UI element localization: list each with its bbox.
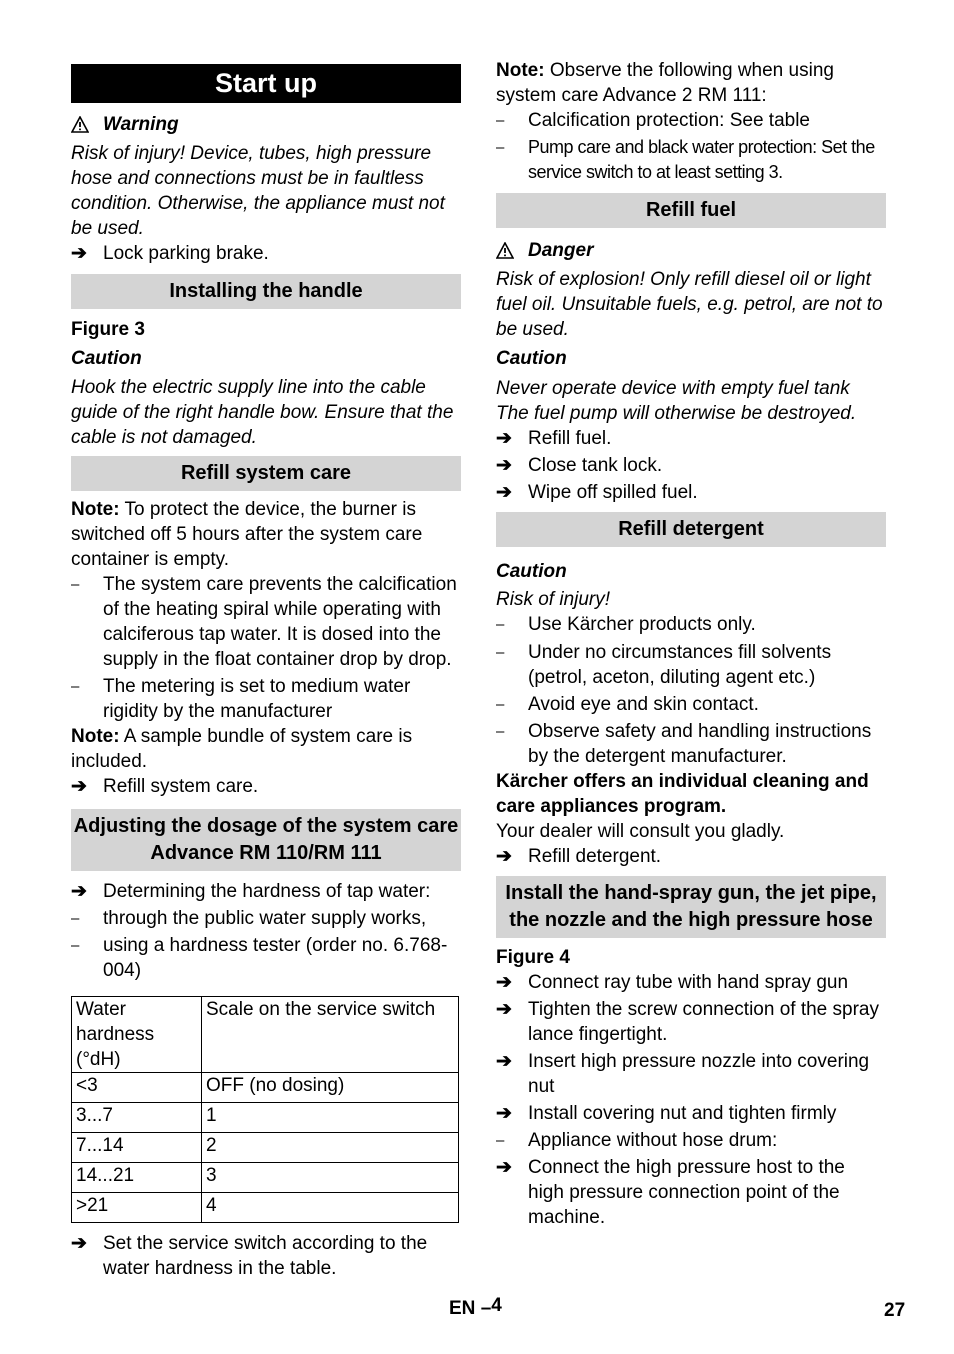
- note-text: A sample bundle of system care is included.: [71, 726, 413, 772]
- footer-lang: EN: [449, 1298, 476, 1319]
- section-heading-dosage: Adjusting the dosage of the system care Advance RM 110/RM 111: [71, 809, 461, 871]
- note-paragraph: [71, 497, 461, 572]
- arrow-right-icon: ➔: [71, 243, 87, 264]
- danger-label: Danger: [528, 240, 594, 261]
- warning-heading: [71, 112, 461, 137]
- table-cell: 3...7: [72, 1103, 202, 1133]
- table-cell: OFF (no dosing): [202, 1073, 459, 1103]
- dash-bullet: –: [496, 644, 505, 661]
- dash-text: Appliance without hose drum:: [528, 1130, 778, 1151]
- table-cell: 7...14: [72, 1133, 202, 1163]
- note-text: To protect the device, the burner is switched off 5 hours after the system care container is empty.: [71, 499, 423, 570]
- dash-bullet: –: [71, 678, 80, 695]
- step-text: Close tank lock.: [528, 455, 663, 476]
- step-item: [71, 774, 461, 799]
- dash-text: Pump care and black water protection: Set the service switch to at least setting 3.: [528, 137, 875, 182]
- table-cell: 14...21: [72, 1163, 202, 1193]
- step-text: Install covering nut and tighten firmly: [528, 1103, 837, 1124]
- warning-label: Warning: [103, 114, 179, 135]
- step-item: [496, 1049, 886, 1099]
- dash-bullet: –: [496, 616, 505, 633]
- step-text: Connect the high pressure host to the high pressure connection point of the machine.: [528, 1157, 845, 1228]
- dash-item: [71, 572, 461, 672]
- dash-bullet: –: [496, 1132, 505, 1149]
- step-text: Wipe off spilled fuel.: [528, 482, 698, 503]
- page-title: Start up: [71, 64, 461, 103]
- footer-page-marker: [449, 1296, 502, 1321]
- caution-label: Caution: [496, 348, 567, 369]
- hardness-table: [71, 996, 459, 1223]
- arrow-right-icon: ➔: [496, 1051, 512, 1072]
- caution-text: Risk of injury!: [496, 589, 611, 610]
- step-item: [71, 1231, 461, 1281]
- dash-item: [496, 692, 886, 717]
- danger-text: Risk of explosion! Only refill diesel oil or light fuel oil. Unsuitable fuels, e.g. petrol, are not to be used.: [496, 269, 883, 340]
- step-text: Insert high pressure nozzle into covering nut: [528, 1051, 870, 1097]
- footer-separator: –: [480, 1298, 492, 1319]
- dash-item: [496, 135, 886, 185]
- dash-text: through the public water supply works,: [103, 908, 427, 929]
- dash-bullet: –: [496, 723, 505, 740]
- table-cell: 1: [202, 1103, 459, 1133]
- dash-item: [496, 640, 886, 690]
- section-heading-detergent: Refill detergent: [496, 512, 886, 547]
- table-row: [72, 1073, 459, 1103]
- step-item: [496, 1155, 886, 1230]
- table-row: [72, 1133, 459, 1163]
- dash-text: Calcification protection: See table: [528, 110, 810, 131]
- step-text: Refill detergent.: [528, 846, 662, 867]
- dash-text: Under no circumstances fill solvents (petrol, aceton, diluting agent etc.): [528, 642, 832, 688]
- caution-text: Hook the electric supply line into the cable guide of the right handle bow. Ensure that the cable is not damaged.: [71, 377, 454, 448]
- section-heading-refill-care: Refill system care: [71, 456, 461, 491]
- figure-label: Figure 3: [71, 319, 145, 340]
- step-item: [496, 1101, 886, 1126]
- note-paragraph: [496, 58, 886, 108]
- dash-bullet: –: [71, 576, 80, 593]
- table-header-cell: Water hardness (°dH): [72, 997, 202, 1073]
- dash-bullet: –: [496, 139, 505, 156]
- step-text: Tighten the screw connection of the spray lance fingertight.: [528, 999, 879, 1045]
- note-text: Observe the following when using system care Advance 2 RM 111:: [496, 60, 834, 106]
- arrow-right-icon: ➔: [71, 881, 87, 902]
- arrow-right-icon: ➔: [496, 1157, 512, 1178]
- arrow-right-icon: ➔: [71, 1233, 87, 1254]
- arrow-right-icon: ➔: [71, 776, 87, 797]
- footer-section-page: 4: [491, 1295, 502, 1316]
- left-column: [71, 60, 461, 1281]
- step-item: [496, 997, 886, 1047]
- dash-bullet: –: [71, 937, 80, 954]
- dash-item: [496, 108, 886, 133]
- warning-triangle-icon: [71, 116, 89, 134]
- danger-heading: [496, 238, 886, 263]
- step-item: [71, 241, 461, 266]
- offer-text: Kärcher offers an individual cleaning and care appliances program.: [496, 771, 869, 817]
- arrow-right-icon: ➔: [496, 999, 512, 1020]
- note-label: Note:: [71, 499, 120, 520]
- section-heading-gun: Install the hand-spray gun, the jet pipe, the nozzle and the high pressure hose: [496, 876, 886, 938]
- caution-label: Caution: [496, 561, 567, 582]
- warning-text: Risk of injury! Device, tubes, high pressure hose and connections must be in faultless condition. Otherwise, the appliance must not be used.: [71, 143, 445, 239]
- step-item: [496, 970, 886, 995]
- dash-item: [496, 719, 886, 769]
- caution-label: Caution: [71, 348, 142, 369]
- note-label: Note:: [496, 60, 545, 81]
- table-cell: <3: [72, 1073, 202, 1103]
- section-heading-fuel: Refill fuel: [496, 193, 886, 228]
- table-row: [72, 1163, 459, 1193]
- step-text: Refill system care.: [103, 776, 259, 797]
- arrow-right-icon: ➔: [496, 482, 512, 503]
- arrow-right-icon: ➔: [496, 428, 512, 449]
- caution-text: Never operate device with empty fuel tank The fuel pump will otherwise be destroyed.: [496, 378, 857, 424]
- dash-bullet: –: [496, 112, 505, 129]
- dash-text: Avoid eye and skin contact.: [528, 694, 759, 715]
- table-header-row: [72, 997, 459, 1073]
- dash-item: [71, 674, 461, 724]
- step-item: [496, 453, 886, 478]
- figure-label: Figure 4: [496, 947, 570, 968]
- arrow-right-icon: ➔: [496, 1103, 512, 1124]
- table-cell: 2: [202, 1133, 459, 1163]
- dash-item: [496, 612, 886, 637]
- dash-item: [496, 1128, 886, 1153]
- step-item: [71, 879, 461, 904]
- dash-bullet: –: [71, 910, 80, 927]
- step-text: Refill fuel.: [528, 428, 612, 449]
- warning-triangle-icon: [496, 242, 514, 260]
- dash-item: [71, 933, 461, 983]
- dash-text: Observe safety and handling instructions by the detergent manufacturer.: [528, 721, 872, 767]
- step-item: [496, 426, 886, 451]
- note-paragraph: [71, 724, 461, 774]
- dash-text: Use Kärcher products only.: [528, 614, 756, 635]
- table-cell: >21: [72, 1193, 202, 1223]
- table-cell: 4: [202, 1193, 459, 1223]
- step-text: Determining the hardness of tap water:: [103, 881, 431, 902]
- section-heading-handle: Installing the handle: [71, 274, 461, 309]
- dash-text: The system care prevents the calcification of the heating spiral while operating with calciferous tap water. It is dosed into the supply in the float container drop by drop.: [103, 574, 457, 670]
- step-item: [496, 480, 886, 505]
- arrow-right-icon: ➔: [496, 846, 512, 867]
- table-header-cell: Scale on the service switch: [202, 997, 459, 1073]
- step-text: Lock parking brake.: [103, 243, 269, 264]
- dash-text: using a hardness tester (order no. 6.768-004): [103, 935, 448, 981]
- arrow-right-icon: ➔: [496, 455, 512, 476]
- dash-item: [71, 906, 461, 931]
- table-row: [72, 1103, 459, 1133]
- page-number: 27: [884, 1300, 906, 1321]
- step-text: Connect ray tube with hand spray gun: [528, 972, 849, 993]
- dealer-text: Your dealer will consult you gladly.: [496, 821, 785, 842]
- note-label: Note:: [71, 726, 120, 747]
- table-cell: 3: [202, 1163, 459, 1193]
- step-item: [496, 844, 886, 869]
- right-column: [496, 60, 886, 1230]
- arrow-right-icon: ➔: [496, 972, 512, 993]
- step-text: Set the service switch according to the water hardness in the table.: [103, 1233, 428, 1279]
- dash-bullet: –: [496, 696, 505, 713]
- table-row: [72, 1193, 459, 1223]
- dash-text: The metering is set to medium water rigidity by the manufacturer: [103, 676, 411, 722]
